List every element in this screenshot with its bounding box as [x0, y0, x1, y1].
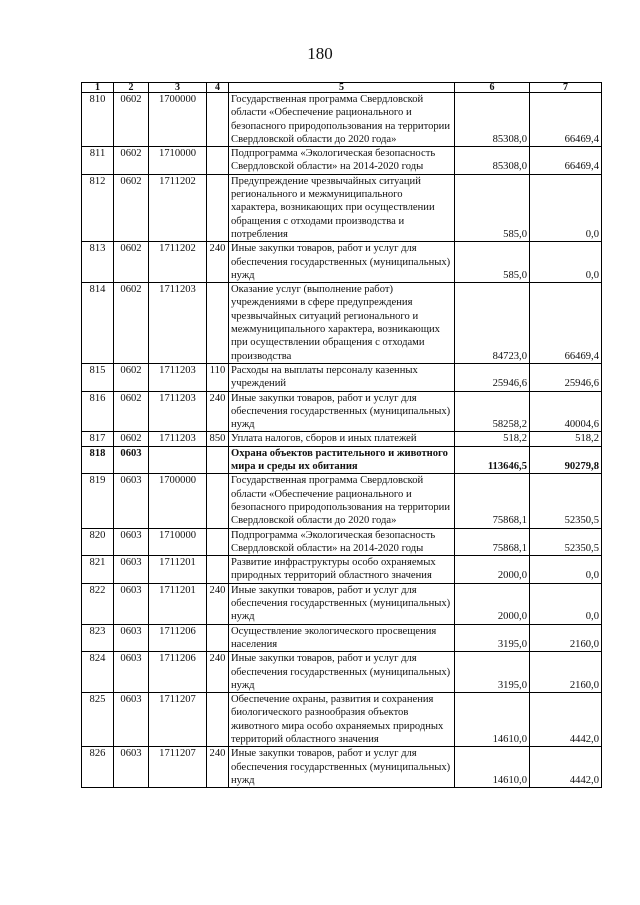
expense-type-cell: [207, 147, 229, 175]
target-code-cell: 1711201: [149, 556, 207, 584]
row-number-cell: 815: [82, 363, 114, 391]
row-number-cell: 816: [82, 391, 114, 432]
target-code-cell: 1711206: [149, 652, 207, 693]
section-code-cell: 0603: [114, 474, 149, 528]
table-row: [82, 242, 602, 283]
description-cell: Иные закупки товаров, работ и услуг для обеспечения государственных (муниципальных) нужд: [229, 747, 455, 788]
description-cell: Подпрограмма «Экологическая безопасность Свердловской области» на 2014-2020 годы: [229, 147, 455, 175]
table-row: [82, 446, 602, 474]
section-code-cell: 0603: [114, 446, 149, 474]
amount-year1-cell: 25946,6: [455, 363, 530, 391]
section-code-cell: 0603: [114, 747, 149, 788]
section-code-cell: 0602: [114, 174, 149, 242]
row-number-cell: 819: [82, 474, 114, 528]
table-row: [82, 528, 602, 556]
amount-year1-cell: 3195,0: [455, 652, 530, 693]
row-number-cell: 811: [82, 147, 114, 175]
row-number-cell: 824: [82, 652, 114, 693]
section-code-cell: 0602: [114, 93, 149, 147]
amount-year1-cell: 2000,0: [455, 583, 530, 624]
section-code-cell: 0603: [114, 652, 149, 693]
table-row: [82, 174, 602, 242]
amount-year2-cell: 52350,5: [530, 528, 602, 556]
target-code-cell: [149, 446, 207, 474]
description-cell: Охрана объектов растительного и животного мира и среды их обитания: [229, 446, 455, 474]
amount-year2-cell: 0,0: [530, 583, 602, 624]
table-row: [82, 363, 602, 391]
amount-year2-cell: 66469,4: [530, 283, 602, 364]
table-row: [82, 747, 602, 788]
amount-year2-cell: 0,0: [530, 242, 602, 283]
section-code-cell: 0603: [114, 583, 149, 624]
target-code-cell: 1711203: [149, 283, 207, 364]
row-number-cell: 825: [82, 693, 114, 747]
header-row: [82, 83, 602, 93]
section-code-cell: 0603: [114, 693, 149, 747]
section-code-cell: 0602: [114, 283, 149, 364]
row-number-cell: 823: [82, 624, 114, 652]
column-header: 4: [207, 83, 229, 93]
amount-year1-cell: 58258,2: [455, 391, 530, 432]
amount-year1-cell: 585,0: [455, 242, 530, 283]
target-code-cell: 1711206: [149, 624, 207, 652]
amount-year2-cell: 518,2: [530, 432, 602, 446]
row-number-cell: 821: [82, 556, 114, 584]
table-row: [82, 474, 602, 528]
target-code-cell: 1700000: [149, 93, 207, 147]
row-number-cell: 817: [82, 432, 114, 446]
row-number-cell: 826: [82, 747, 114, 788]
table-row: [82, 432, 602, 446]
table-row: [82, 391, 602, 432]
expense-type-cell: 240: [207, 391, 229, 432]
table-row: [82, 147, 602, 175]
amount-year1-cell: 84723,0: [455, 283, 530, 364]
column-header: 5: [229, 83, 455, 93]
expense-type-cell: [207, 93, 229, 147]
description-cell: Развитие инфраструктуры особо охраняемых природных территорий областного значения: [229, 556, 455, 584]
amount-year2-cell: 52350,5: [530, 474, 602, 528]
amount-year1-cell: 2000,0: [455, 556, 530, 584]
column-header: 1: [82, 83, 114, 93]
row-number-cell: 818: [82, 446, 114, 474]
target-code-cell: 1711202: [149, 174, 207, 242]
section-code-cell: 0603: [114, 624, 149, 652]
section-code-cell: 0602: [114, 363, 149, 391]
amount-year1-cell: 85308,0: [455, 93, 530, 147]
description-cell: Осуществление экологического просвещения населения: [229, 624, 455, 652]
target-code-cell: 1711203: [149, 363, 207, 391]
amount-year2-cell: 2160,0: [530, 624, 602, 652]
table-row: [82, 583, 602, 624]
description-cell: Государственная программа Свердловской области «Обеспечение рационального и безопасного природопользования на территории Свердловской области до 2020 года»: [229, 474, 455, 528]
table-row: [82, 624, 602, 652]
expense-type-cell: [207, 283, 229, 364]
amount-year2-cell: 2160,0: [530, 652, 602, 693]
target-code-cell: 1700000: [149, 474, 207, 528]
amount-year1-cell: 585,0: [455, 174, 530, 242]
expense-type-cell: [207, 556, 229, 584]
section-code-cell: 0602: [114, 391, 149, 432]
expense-type-cell: [207, 624, 229, 652]
target-code-cell: 1711203: [149, 391, 207, 432]
section-code-cell: 0603: [114, 528, 149, 556]
target-code-cell: 1711202: [149, 242, 207, 283]
expense-type-cell: 110: [207, 363, 229, 391]
amount-year2-cell: 4442,0: [530, 693, 602, 747]
description-cell: Подпрограмма «Экологическая безопасность Свердловской области» на 2014-2020 годы: [229, 528, 455, 556]
expense-type-cell: [207, 174, 229, 242]
expense-type-cell: [207, 474, 229, 528]
amount-year2-cell: 90279,8: [530, 446, 602, 474]
description-cell: Иные закупки товаров, работ и услуг для обеспечения государственных (муниципальных) нужд: [229, 242, 455, 283]
target-code-cell: 1711207: [149, 747, 207, 788]
description-cell: Расходы на выплаты персоналу казенных учреждений: [229, 363, 455, 391]
target-code-cell: 1710000: [149, 528, 207, 556]
column-header: 7: [530, 83, 602, 93]
row-number-cell: 822: [82, 583, 114, 624]
amount-year2-cell: 66469,4: [530, 93, 602, 147]
target-code-cell: 1711203: [149, 432, 207, 446]
amount-year1-cell: 14610,0: [455, 693, 530, 747]
target-code-cell: 1710000: [149, 147, 207, 175]
amount-year1-cell: 518,2: [455, 432, 530, 446]
amount-year1-cell: 14610,0: [455, 747, 530, 788]
table-row: [82, 556, 602, 584]
amount-year1-cell: 85308,0: [455, 147, 530, 175]
expense-type-cell: [207, 446, 229, 474]
description-cell: Предупреждение чрезвычайных ситуаций регионального и межмуниципального характера, возникающих при осуществлении обращения с отходами производства и потребления: [229, 174, 455, 242]
amount-year1-cell: 3195,0: [455, 624, 530, 652]
table-row: [82, 283, 602, 364]
amount-year1-cell: 75868,1: [455, 474, 530, 528]
amount-year1-cell: 75868,1: [455, 528, 530, 556]
section-code-cell: 0602: [114, 242, 149, 283]
amount-year2-cell: 0,0: [530, 556, 602, 584]
table-row: [82, 93, 602, 147]
target-code-cell: 1711201: [149, 583, 207, 624]
amount-year2-cell: 4442,0: [530, 747, 602, 788]
description-cell: Государственная программа Свердловской области «Обеспечение рационального и безопасного природопользования на территории Свердловской области до 2020 года»: [229, 93, 455, 147]
row-number-cell: 820: [82, 528, 114, 556]
amount-year2-cell: 66469,4: [530, 147, 602, 175]
description-cell: Обеспечение охраны, развития и сохранения биологического разнообразия объектов животного мира особо охраняемых природных территорий областного значения: [229, 693, 455, 747]
section-code-cell: 0602: [114, 147, 149, 175]
section-code-cell: 0602: [114, 432, 149, 446]
row-number-cell: 812: [82, 174, 114, 242]
amount-year2-cell: 0,0: [530, 174, 602, 242]
budget-table: [81, 82, 602, 788]
description-cell: Иные закупки товаров, работ и услуг для обеспечения государственных (муниципальных) нужд: [229, 391, 455, 432]
expense-type-cell: 850: [207, 432, 229, 446]
amount-year2-cell: 25946,6: [530, 363, 602, 391]
description-cell: Иные закупки товаров, работ и услуг для обеспечения государственных (муниципальных) нужд: [229, 583, 455, 624]
description-cell: Иные закупки товаров, работ и услуг для обеспечения государственных (муниципальных) нужд: [229, 652, 455, 693]
description-cell: Оказание услуг (выполнение работ) учреждениями в сфере предупреждения чрезвычайных ситуаций регионального и межмуниципального характера, возникающих при осуществлении обращения с отходами производства: [229, 283, 455, 364]
page-number: 180: [307, 44, 333, 63]
section-code-cell: 0603: [114, 556, 149, 584]
target-code-cell: 1711207: [149, 693, 207, 747]
column-header: 2: [114, 83, 149, 93]
expense-type-cell: 240: [207, 652, 229, 693]
description-cell: Уплата налогов, сборов и иных платежей: [229, 432, 455, 446]
expense-type-cell: 240: [207, 747, 229, 788]
column-header: 6: [455, 83, 530, 93]
row-number-cell: 814: [82, 283, 114, 364]
amount-year1-cell: 113646,5: [455, 446, 530, 474]
expense-type-cell: 240: [207, 242, 229, 283]
expense-type-cell: 240: [207, 583, 229, 624]
expense-type-cell: [207, 528, 229, 556]
table-row: [82, 652, 602, 693]
amount-year2-cell: 40004,6: [530, 391, 602, 432]
table-row: [82, 693, 602, 747]
row-number-cell: 813: [82, 242, 114, 283]
row-number-cell: 810: [82, 93, 114, 147]
expense-type-cell: [207, 693, 229, 747]
column-header: 3: [149, 83, 207, 93]
